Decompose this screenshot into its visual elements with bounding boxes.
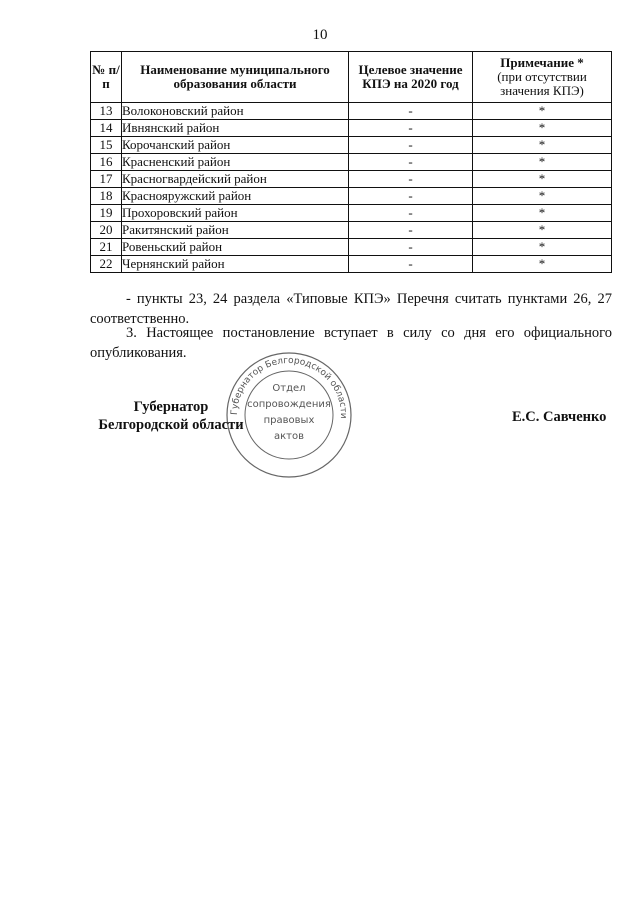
cell-num: 19 <box>91 205 122 222</box>
cell-name: Чернянский район <box>122 256 349 273</box>
table-row <box>91 256 612 273</box>
cell-name: Ивнянский район <box>122 120 349 137</box>
header-target: Целевое значение КПЭ на 2020 год <box>349 52 473 103</box>
cell-note: * <box>473 188 612 205</box>
header-note-title: Примечание * <box>500 55 584 70</box>
cell-num: 16 <box>91 154 122 171</box>
signatory-name: Е.С. Савченко <box>512 409 607 425</box>
cell-target: - <box>349 222 473 239</box>
cell-target: - <box>349 103 473 120</box>
cell-num: 14 <box>91 120 122 137</box>
cell-target: - <box>349 205 473 222</box>
cell-note: * <box>473 239 612 256</box>
stamp-ring-text: Губернатор Белгородской области <box>229 355 349 419</box>
cell-note: * <box>473 205 612 222</box>
cell-target: - <box>349 137 473 154</box>
table-row <box>91 103 612 120</box>
cell-num: 20 <box>91 222 122 239</box>
cell-note: * <box>473 137 612 154</box>
page-number: 10 <box>312 27 328 43</box>
cell-target: - <box>349 154 473 171</box>
header-note-sub: (при отсутствии значения КПЭ) <box>497 69 587 98</box>
cell-name: Краснояружский район <box>122 188 349 205</box>
cell-note: * <box>473 103 612 120</box>
cell-target: - <box>349 171 473 188</box>
table-row <box>91 154 612 171</box>
cell-name: Прохоровский район <box>122 205 349 222</box>
stamp-line-4: актов <box>273 431 305 442</box>
table-header-row <box>91 52 612 103</box>
stamp-line-2: сопровождения <box>247 399 331 410</box>
cell-target: - <box>349 188 473 205</box>
cell-note: * <box>473 120 612 137</box>
table-row <box>91 205 612 222</box>
cell-name: Ровеньский район <box>122 239 349 256</box>
cell-note: * <box>473 171 612 188</box>
cell-num: 18 <box>91 188 122 205</box>
stamp-line-1: Отдел <box>272 383 306 394</box>
cell-target: - <box>349 120 473 137</box>
table-row <box>91 239 612 256</box>
cell-num: 22 <box>91 256 122 273</box>
cell-num: 15 <box>91 137 122 154</box>
header-num: № п/п <box>91 52 122 103</box>
table-row <box>91 171 612 188</box>
kpe-table <box>90 51 612 273</box>
cell-target: - <box>349 239 473 256</box>
cell-num: 17 <box>91 171 122 188</box>
header-name: Наименование муниципального образования области <box>122 52 349 103</box>
cell-name: Корочанский район <box>122 137 349 154</box>
cell-name: Красногвардейский район <box>122 171 349 188</box>
header-note <box>473 52 612 103</box>
signatory-position-line-2: Белгородской области <box>98 417 244 433</box>
signatory-position <box>91 398 251 434</box>
cell-note: * <box>473 154 612 171</box>
cell-note: * <box>473 222 612 239</box>
table-row <box>91 222 612 239</box>
cell-target: - <box>349 256 473 273</box>
paragraph-effective-date: 3. Настоящее постановление вступает в силу со дня его официального опубликования. <box>90 325 612 361</box>
table-row <box>91 188 612 205</box>
table-row <box>91 137 612 154</box>
cell-note: * <box>473 256 612 273</box>
table-row <box>91 120 612 137</box>
paragraph-points: - пункты 23, 24 раздела «Типовые КПЭ» Перечня считать пунктами 26, 27 соответственно. <box>90 291 612 327</box>
cell-num: 21 <box>91 239 122 256</box>
cell-name: Красненский район <box>122 154 349 171</box>
stamp-line-3: правовых <box>263 415 315 426</box>
cell-num: 13 <box>91 103 122 120</box>
table-body <box>91 103 612 273</box>
cell-name: Волоконовский район <box>122 103 349 120</box>
cell-name: Ракитянский район <box>122 222 349 239</box>
signatory-position-line-1: Губернатор <box>133 399 209 415</box>
